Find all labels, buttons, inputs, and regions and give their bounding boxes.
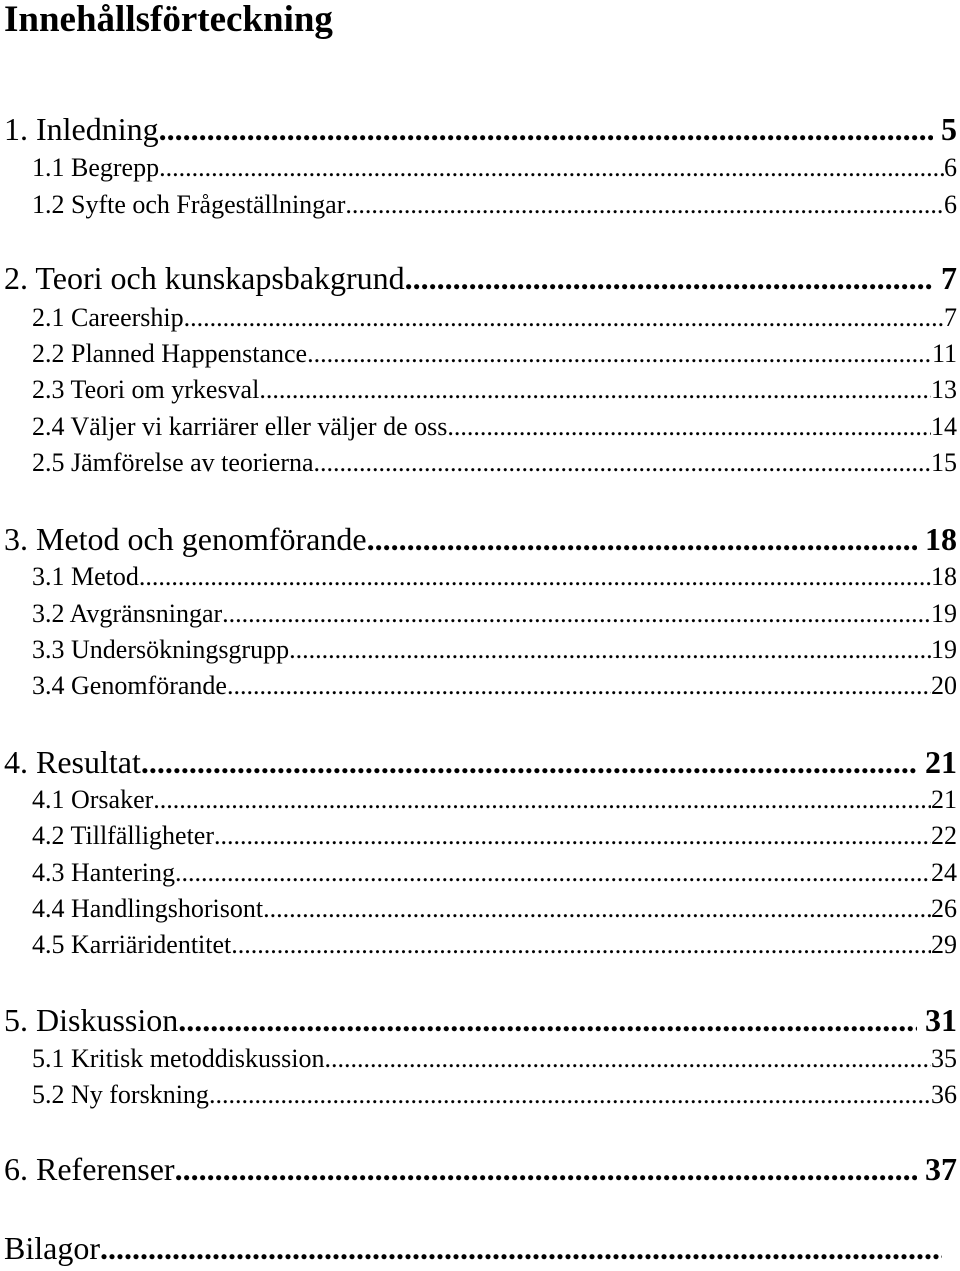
toc-entry-inledning[interactable] [0,111,957,147]
toc-leader [209,1080,931,1110]
toc-page-number: 24 [931,858,957,887]
toc-entry-label: 5.1 Kritisk metoddiskussion [32,1044,325,1073]
toc-entry-label: 4.4 Handlingshorisont [32,894,264,923]
toc-page-number: 35 [931,1044,957,1073]
toc-entry-kritisk-metoddiskussion[interactable] [0,1044,957,1074]
toc-entry-label: 6. Referenser [4,1151,175,1187]
toc-leader [178,1002,917,1038]
toc-entry-teori[interactable] [0,260,957,296]
toc-entry-label: 4.5 Karriäridentitet [32,930,232,959]
toc-page-number: 20 [931,671,957,700]
toc-entry-label: 4.3 Hantering [32,858,175,887]
toc-leader [214,821,931,851]
toc-entry-careership[interactable] [0,303,957,333]
toc-entry-valjer-vi[interactable] [0,412,957,442]
toc-page-number: 13 [931,375,957,404]
toc-entry-bilagor[interactable] [0,1230,950,1266]
toc-page-number: 26 [931,894,957,923]
toc-page-number: 5 [941,111,957,147]
toc-entry-metod-och-genomforande[interactable] [0,521,957,557]
toc-leader [222,599,931,629]
toc-entry-resultat[interactable] [0,744,957,780]
toc-leader [184,303,944,333]
toc-entry-syfte[interactable] [0,190,957,220]
toc-entry-label: 3.1 Metod [32,562,139,591]
toc-leader [100,1230,942,1266]
toc-entry-undersokningsgrupp[interactable] [0,635,957,665]
toc-title: Innehållsförteckning [4,0,333,40]
toc-page-number: 11 [931,339,957,368]
toc-entry-begrepp[interactable] [0,153,957,183]
toc-leader [345,190,944,220]
toc-entry-label: 3.4 Genomförande [32,671,227,700]
toc-entry-label: 1.1 Begrepp [32,153,160,182]
toc-entry-label: 3.2 Avgränsningar [32,599,223,628]
toc-leader [175,858,931,888]
toc-leader [175,1151,917,1187]
toc-page-number: 15 [931,448,957,477]
toc-entry-label: Bilagor [4,1230,100,1266]
toc-entry-teori-om-yrkesval[interactable] [0,375,957,405]
toc-entry-handlingshorisont[interactable] [0,894,957,924]
toc-entry-label: 1. Inledning [4,111,159,147]
toc-entry-label: 5. Diskussion [4,1002,179,1038]
toc-leader [141,744,917,780]
toc-page-number: 7 [941,260,957,296]
toc-page-number: 6 [944,190,957,219]
toc-entry-avgransningar[interactable] [0,599,957,629]
toc-entry-label: 4.2 Tillfälligheter [32,821,214,850]
toc-entry-label: 2.1 Careership [32,303,184,332]
toc-page-number: 19 [931,635,957,664]
toc-page-number: 19 [931,599,957,628]
toc-leader [227,671,931,701]
toc-entry-label: 2.3 Teori om yrkesval [32,375,260,404]
toc-entry-karriaridentitet[interactable] [0,930,957,960]
toc-entry-diskussion[interactable] [0,1002,957,1038]
toc-leader [325,1044,931,1074]
toc-leader [307,339,932,369]
toc-leader [159,153,944,183]
toc-entry-referenser[interactable] [0,1151,957,1187]
toc-page-number: 18 [931,562,957,591]
toc-entry-label: 2.4 Väljer vi karriärer eller väljer de oss [32,412,448,441]
toc-page-number: 14 [931,412,957,441]
toc-leader [159,111,933,147]
toc-leader [263,894,931,924]
toc-page-number: 21 [925,744,957,780]
toc-page-number: 31 [925,1002,957,1038]
toc-page-number: 7 [944,303,957,332]
toc-leader [153,785,931,815]
toc-leader [314,448,931,478]
toc-page-number: 37 [925,1151,957,1187]
toc-entry-label: 4. Resultat [4,744,141,780]
toc-page-number: 36 [931,1080,957,1109]
toc-entry-planned-happenstance[interactable] [0,339,957,369]
toc-entry-ny-forskning[interactable] [0,1080,957,1110]
toc-leader [259,375,931,405]
toc-leader [367,521,917,557]
toc-entry-label: 3. Metod och genomförande [4,521,367,557]
toc-leader [405,260,933,296]
toc-entry-label: 3.3 Undersökningsgrupp [32,635,290,664]
toc-leader [139,562,931,592]
toc-entry-orsaker[interactable] [0,785,957,815]
toc-entry-label: 4.1 Orsaker [32,785,154,814]
toc-leader [289,635,931,665]
toc-page-number: 18 [925,521,957,557]
toc-entry-metod[interactable] [0,562,957,592]
toc-entry-jamforelse[interactable] [0,448,957,478]
toc-entry-label: 5.2 Ny forskning [32,1080,209,1109]
toc-page-number: 22 [931,821,957,850]
toc-page-number: 29 [931,930,957,959]
toc-entry-label: 1.2 Syfte och Frågeställningar [32,190,346,219]
toc-page-number: 21 [931,785,957,814]
toc-page-number: 6 [944,153,957,182]
toc-entry-tillfalligheter[interactable] [0,821,957,851]
toc-leader [231,930,931,960]
toc-leader [447,412,931,442]
toc-entry-label: 2.5 Jämförelse av teorierna [32,448,314,477]
toc-entry-label: 2. Teori och kunskapsbakgrund [4,260,405,296]
toc-entry-label: 2.2 Planned Happenstance [32,339,308,368]
toc-entry-genomforande[interactable] [0,671,957,701]
toc-entry-hantering[interactable] [0,858,957,888]
